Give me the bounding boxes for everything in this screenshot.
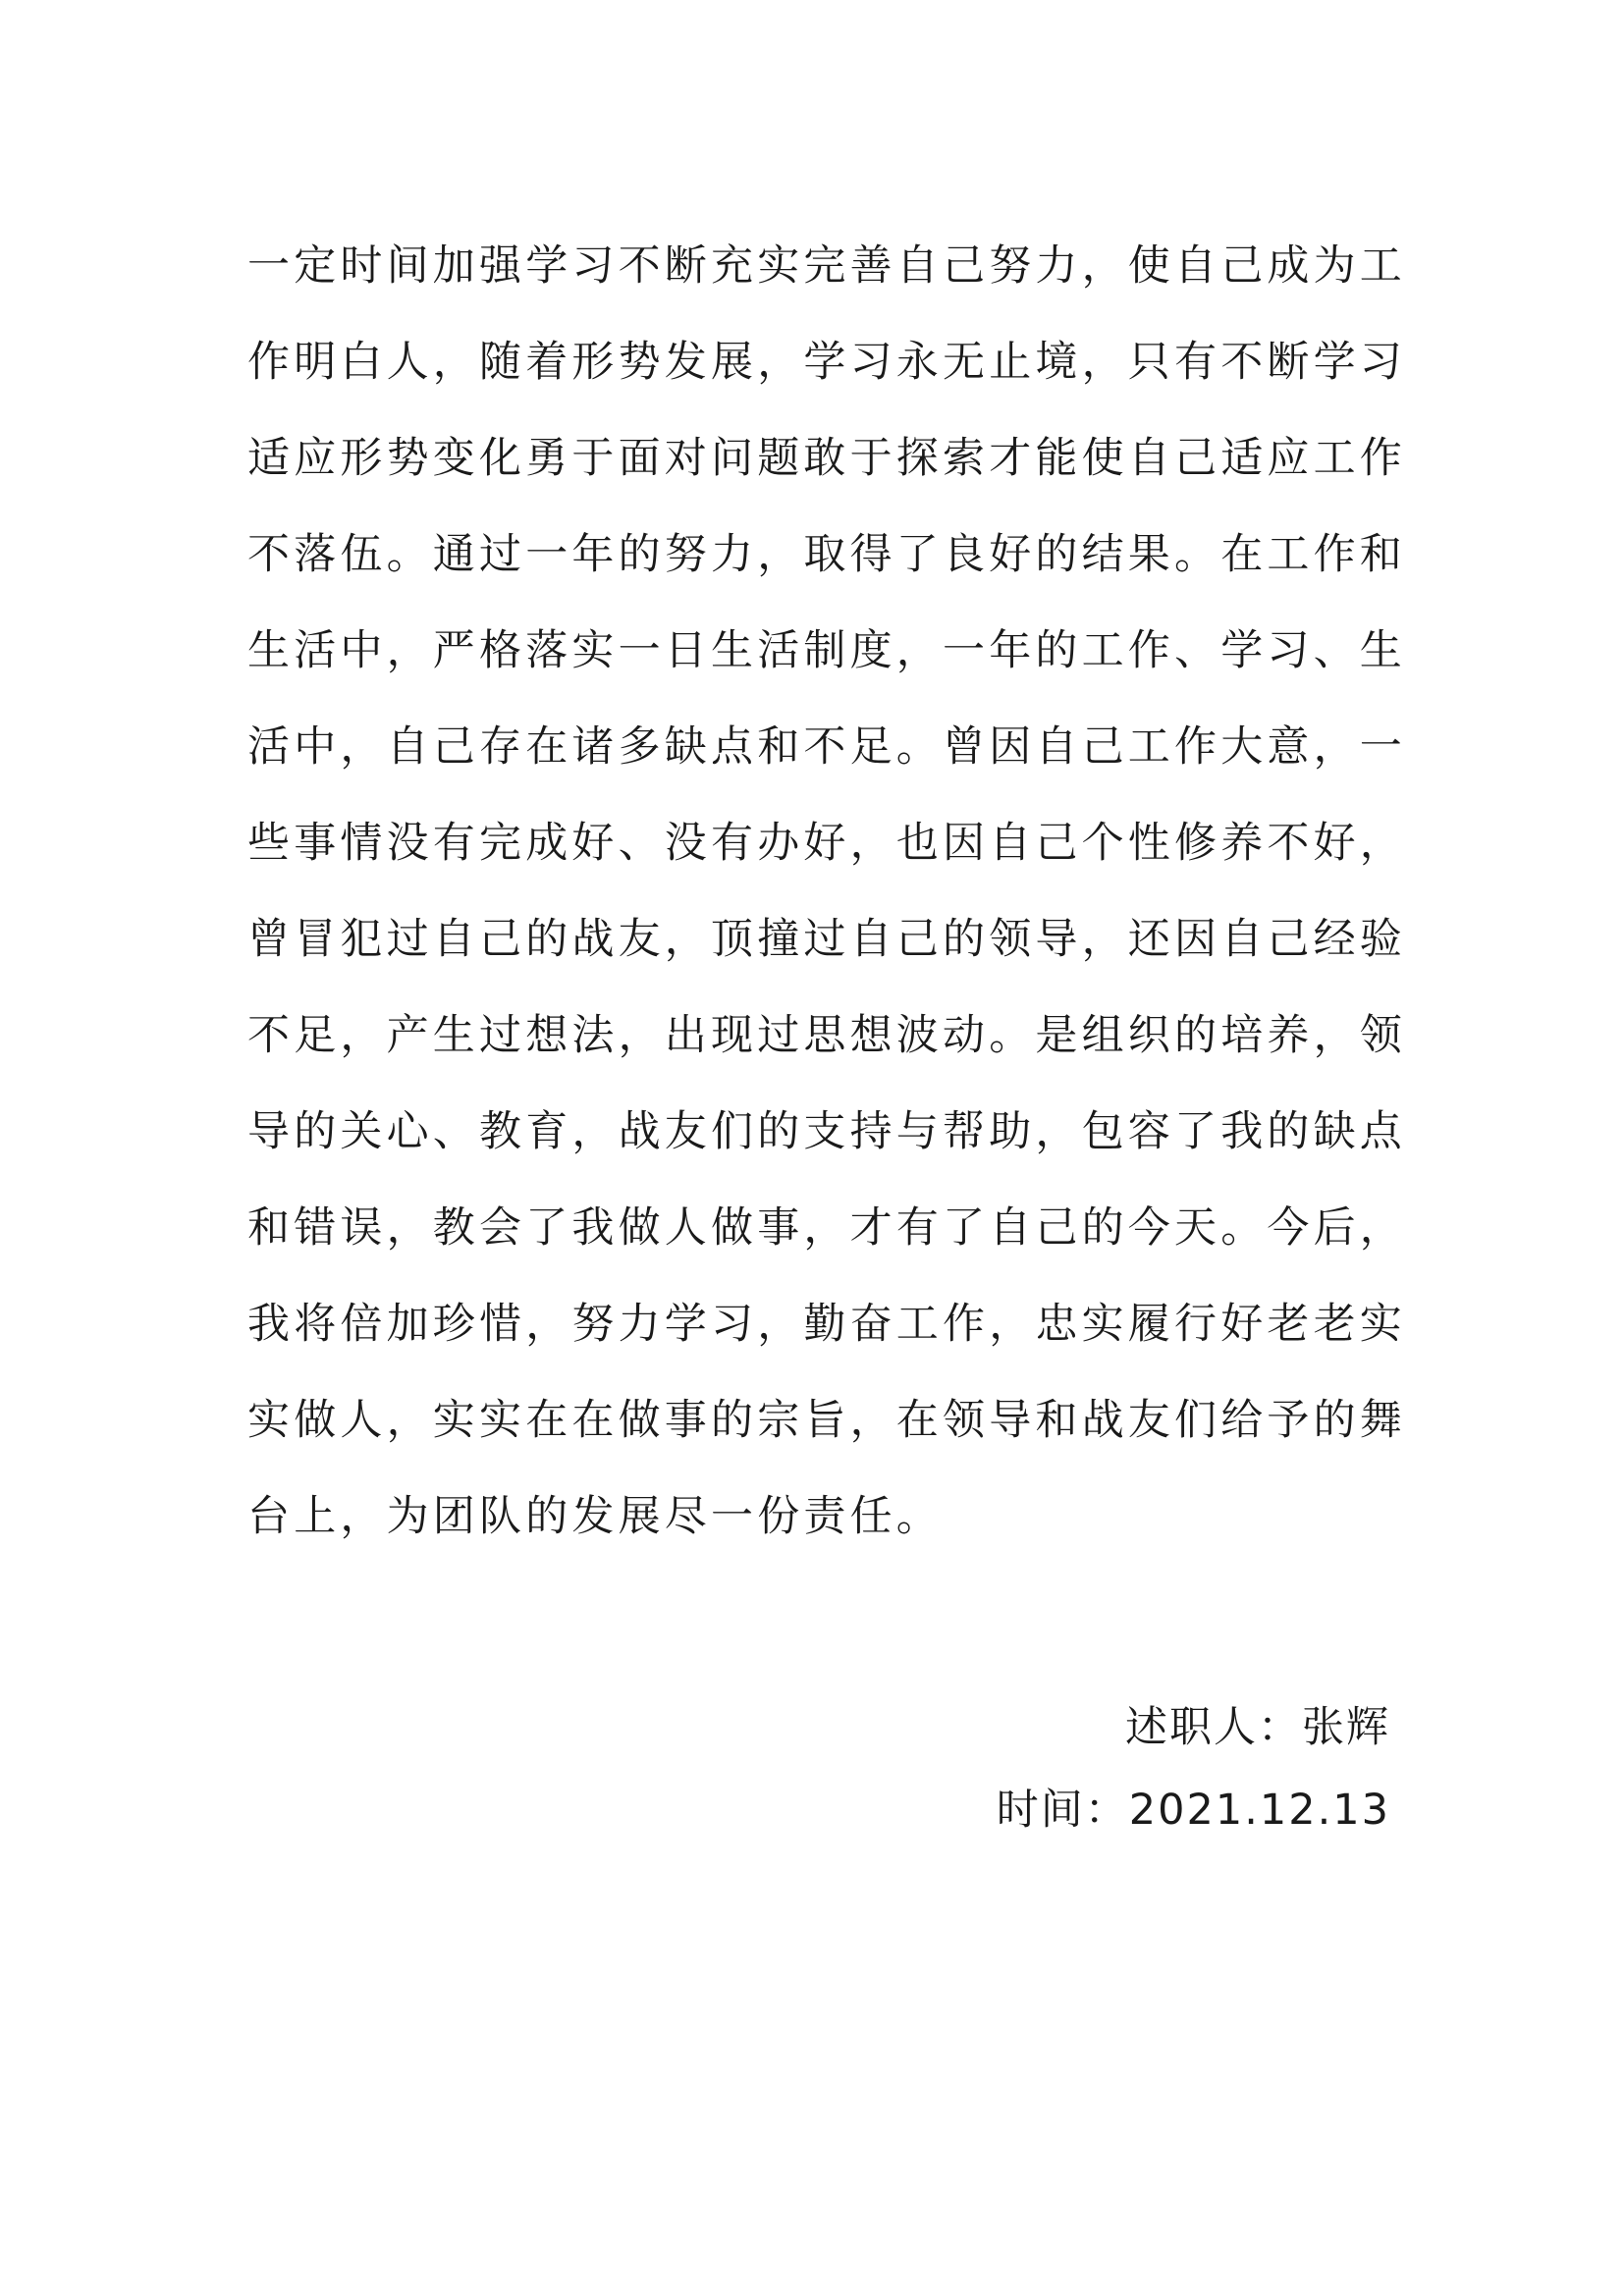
body-line: 和错误，教会了我做人做事，才有了自己的今天。今后， xyxy=(247,1203,1406,1253)
body-line: 作明白人，随着形势发展，学习永无止境，只有不断学习 xyxy=(247,338,1406,387)
report-date: 时间：2021.12.13 xyxy=(996,1786,1390,1835)
body-line: 一定时间加强学习不断充实完善自己努力，使自己成为工 xyxy=(247,241,1406,291)
body-line-last: 台上，为团队的发展尽一份责任。 xyxy=(247,1492,943,1541)
body-line: 些事情没有完成好、没有办好，也因自己个性修养不好， xyxy=(247,819,1406,868)
signature-block xyxy=(997,1686,1390,1851)
body-line: 适应形势变化勇于面对问题敢于探索才能使自己适应工作 xyxy=(247,434,1406,483)
report-body xyxy=(247,218,1406,1565)
body-line: 生活中，严格落实一日生活制度，一年的工作、学习、生 xyxy=(247,626,1406,675)
body-line: 导的关心、教育，战友们的支持与帮助，包容了我的缺点 xyxy=(247,1107,1406,1156)
body-line: 我将倍加珍惜，努力学习，勤奋工作，忠实履行好老老实 xyxy=(247,1300,1406,1349)
body-line: 不落伍。通过一年的努力，取得了良好的结果。在工作和 xyxy=(247,530,1406,579)
body-line: 曾冒犯过自己的战友，顶撞过自己的领导，还因自己经验 xyxy=(247,915,1406,964)
body-line: 不足，产生过想法，出现过思想波动。是组织的培养，领 xyxy=(247,1011,1406,1060)
reporter-name: 述职人：张辉 xyxy=(1125,1703,1390,1752)
body-line: 实做人，实实在在做事的宗旨，在领导和战友们给予的舞 xyxy=(247,1396,1406,1445)
body-line: 活中，自己存在诸多缺点和不足。曾因自己工作大意，一 xyxy=(247,722,1406,772)
